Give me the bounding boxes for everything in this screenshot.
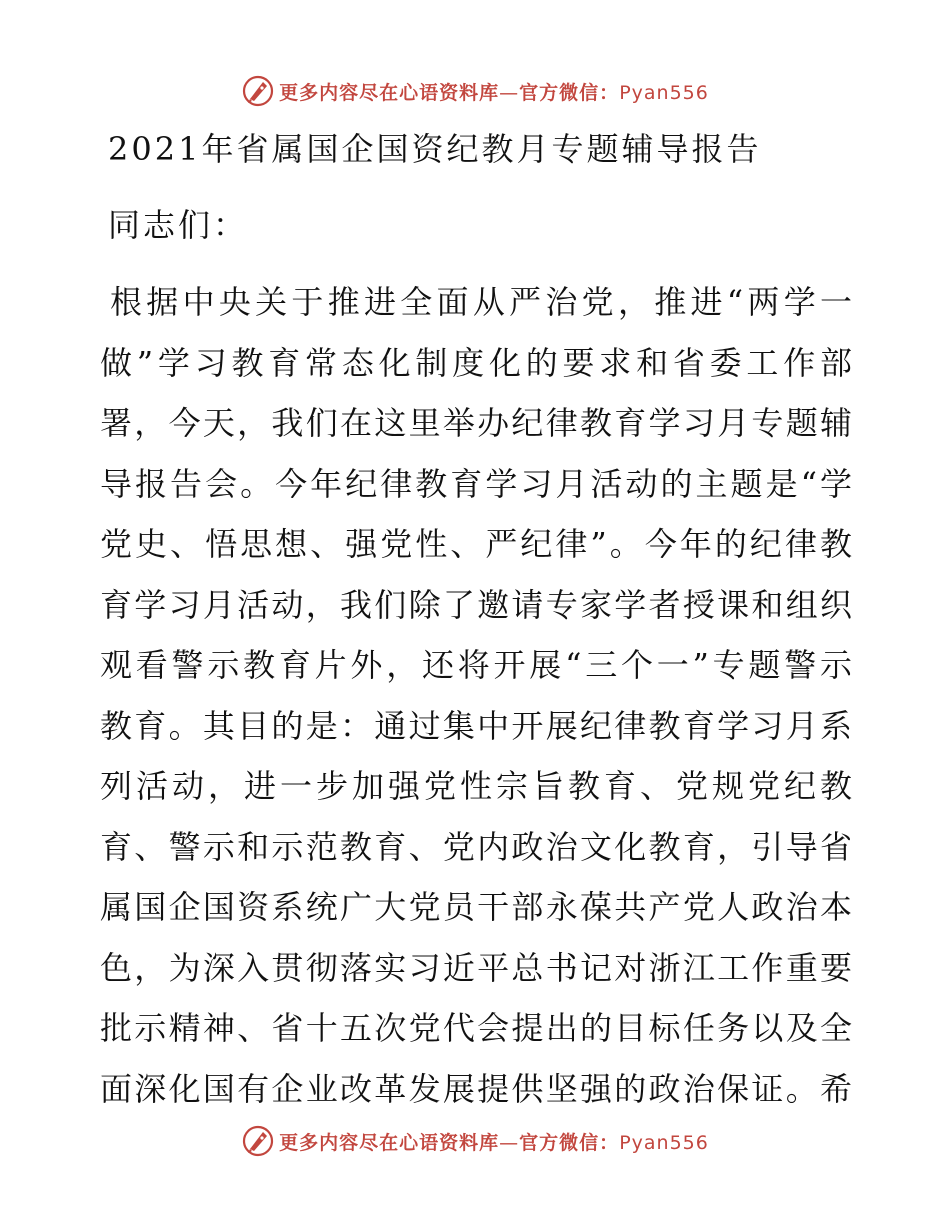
banner-wechat-label: 官方微信： (519, 1131, 620, 1154)
paragraph-line: 导报告会。今年纪律教育学习月活动的主题是“学 (100, 464, 852, 503)
document-title: 2021年省属国企国资纪教月专题辅导报告 (108, 130, 762, 168)
banner-text: 更多内容尽在心语资料库 (279, 81, 500, 104)
paragraph-line: 做”学习教育常态化制度化的要求和省委工作部 (100, 343, 852, 382)
pen-nib-logo-icon (241, 1124, 275, 1158)
paragraph-line: 属国企国资系统广大党员干部永葆共产党人政治本 (100, 888, 852, 926)
paragraph-line: 面深化国有企业改革发展提供坚强的政治保证。希 (100, 1069, 852, 1108)
paragraph-line: 观看警示教育片外，还将开展“三个一”专题警示 (100, 646, 852, 684)
banner-separator: — (499, 81, 520, 104)
banner-wechat-label: 官方微信： (519, 81, 620, 104)
paragraph-line: 教育。其目的是：通过集中开展纪律教育学习月系 (100, 706, 852, 745)
footer-watermark-banner (0, 1121, 950, 1161)
paragraph-line: 批示精神、省十五次党代会提出的目标任务以及全 (100, 1009, 852, 1047)
header-watermark-banner (0, 71, 950, 111)
paragraph-line: 党史、悟思想、强党性、严纪律”。今年的纪律教 (100, 525, 852, 563)
banner-wechat-id: Pyan556 (619, 81, 709, 104)
banner-separator: — (499, 1131, 520, 1154)
salutation: 同志们： (108, 206, 249, 244)
body-paragraph (100, 272, 852, 1119)
paragraph-line: 色，为深入贯彻落实习近平总书记对浙江工作重要 (100, 948, 852, 987)
pen-nib-logo-icon (241, 74, 275, 108)
banner-wechat-id: Pyan556 (619, 1131, 709, 1154)
paragraph-line: 署，今天，我们在这里举办纪律教育学习月专题辅 (100, 404, 852, 442)
paragraph-line: 育学习月活动，我们除了邀请专家学者授课和组织 (100, 585, 852, 624)
paragraph-line: 根据中央关于推进全面从严治党，推进“两学一 (110, 283, 852, 321)
banner-text: 更多内容尽在心语资料库 (279, 1131, 500, 1154)
paragraph-line: 列活动，进一步加强党性宗旨教育、党规党纪教 (100, 767, 852, 805)
paragraph-line: 育、警示和示范教育、党内政治文化教育，引导省 (100, 827, 852, 866)
